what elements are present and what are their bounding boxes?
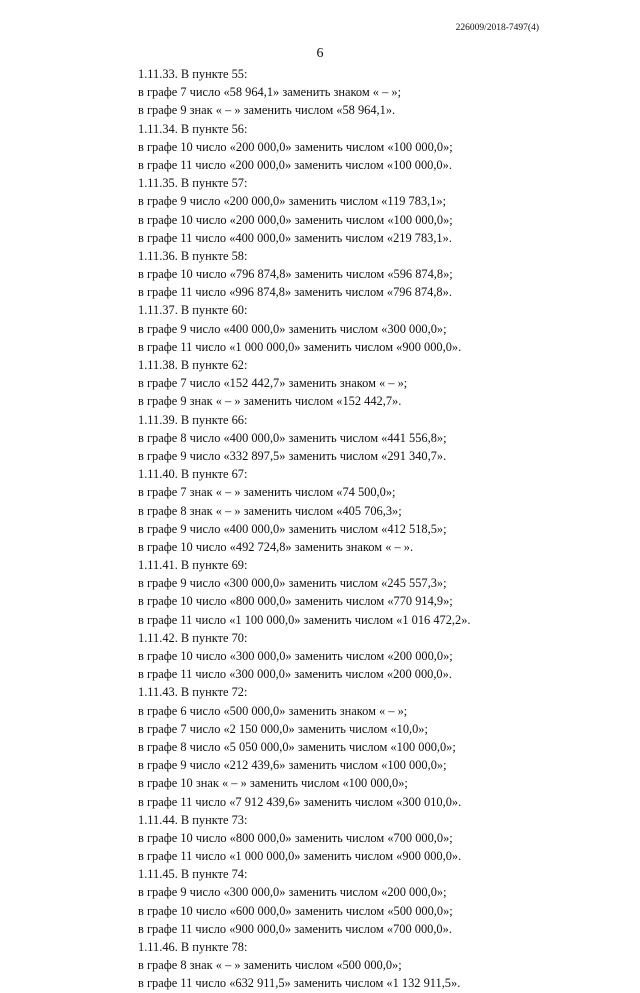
clause-instruction: в графе 8 число «400 000,0» заменить числом «441 556,8»; bbox=[138, 430, 447, 445]
clause-instruction: в графе 9 число «200 000,0» заменить числом «119 783,1»; bbox=[138, 194, 447, 209]
clause-instruction: в графе 11 число «1 100 000,0» заменить числом «1 016 472,2». bbox=[138, 612, 471, 627]
clause-heading: 1.11.37. В пункте 60: bbox=[138, 303, 248, 318]
clause-instruction: в графе 8 знак « – » заменить числом «500 000,0»; bbox=[138, 958, 402, 973]
clause-heading: 1.11.40. В пункте 67: bbox=[138, 467, 248, 482]
clause-heading: 1.11.45. В пункте 74: bbox=[138, 867, 248, 882]
clause-instruction: в графе 10 число «200 000,0» заменить числом «100 000,0»; bbox=[138, 212, 453, 227]
clause-instruction: в графе 6 число «500 000,0» заменить знаком « – »; bbox=[138, 703, 408, 718]
clause-instruction: в графе 11 число «400 000,0» заменить числом «219 783,1». bbox=[138, 230, 452, 245]
clause-instruction: в графе 10 знак « – » заменить числом «100 000,0»; bbox=[138, 776, 408, 791]
clause-instruction: в графе 11 число «1 000 000,0» заменить числом «900 000,0». bbox=[138, 849, 462, 864]
clause-instruction: в графе 7 число «2 150 000,0» заменить числом «10,0»; bbox=[138, 721, 428, 736]
clause-instruction: в графе 7 число «58 964,1» заменить знаком « – »; bbox=[138, 85, 402, 100]
clause-instruction: в графе 9 знак « – » заменить числом «58 964,1». bbox=[138, 103, 396, 118]
clause-instruction: в графе 9 знак « – » заменить числом «152 442,7». bbox=[138, 394, 402, 409]
clause-instruction: в графе 11 число «1 000 000,0» заменить числом «900 000,0». bbox=[138, 339, 462, 354]
clause-instruction: в графе 10 число «300 000,0» заменить числом «200 000,0»; bbox=[138, 649, 453, 663]
clause-heading: 1.11.39. В пункте 66: bbox=[138, 412, 248, 427]
clause-instruction: в графе 10 число «492 724,8» заменить знаком « – ». bbox=[138, 539, 414, 554]
clause-heading: 1.11.33. В пункте 55: bbox=[138, 67, 248, 81]
clause-instruction: в графе 9 число «400 000,0» заменить числом «412 518,5»; bbox=[138, 521, 447, 536]
clause-instruction: в графе 10 число «800 000,0» заменить числом «770 914,9»; bbox=[138, 594, 453, 609]
clause-instruction: в графе 11 число «300 000,0» заменить числом «200 000,0». bbox=[138, 667, 452, 682]
clause-instruction: в графе 8 число «5 050 000,0» заменить числом «100 000,0»; bbox=[138, 739, 456, 754]
clause-instruction: в графе 10 число «800 000,0» заменить числом «700 000,0»; bbox=[138, 830, 453, 845]
clause-instruction: в графе 7 знак « – » заменить числом «74 500,0»; bbox=[138, 485, 396, 500]
clause-instruction: в графе 11 число «7 912 439,6» заменить числом «300 010,0». bbox=[138, 794, 462, 809]
clause-heading: 1.11.34. В пункте 56: bbox=[138, 121, 248, 136]
clause-instruction: в графе 10 число «796 874,8» заменить числом «596 874,8»; bbox=[138, 267, 453, 282]
clause-instruction: в графе 9 число «400 000,0» заменить числом «300 000,0»; bbox=[138, 321, 447, 336]
clause-instruction: в графе 8 знак « – » заменить числом «405 706,3»; bbox=[138, 503, 402, 518]
clause-instruction: в графе 10 число «200 000,0» заменить числом «100 000,0»; bbox=[138, 139, 453, 154]
clause-heading: 1.11.38. В пункте 62: bbox=[138, 358, 248, 372]
clause-instruction: в графе 9 число «300 000,0» заменить числом «200 000,0»; bbox=[138, 885, 447, 900]
document-body bbox=[138, 65, 558, 993]
clause-heading: 1.11.41. В пункте 69: bbox=[138, 558, 248, 573]
clause-instruction: в графе 11 число «200 000,0» заменить числом «100 000,0». bbox=[138, 157, 452, 172]
clause-instruction: в графе 11 число «900 000,0» заменить числом «700 000,0». bbox=[138, 921, 452, 936]
document-id: 226009/2018-7497(4) bbox=[455, 23, 539, 33]
clause-heading: 1.11.42. В пункте 70: bbox=[138, 630, 248, 645]
clause-instruction: в графе 9 число «332 897,5» заменить числом «291 340,7». bbox=[138, 448, 447, 463]
clause-instruction: в графе 9 число «300 000,0» заменить числом «245 557,3»; bbox=[138, 576, 447, 591]
clause-instruction: в графе 11 число «632 911,5» заменить числом «1 132 911,5». bbox=[138, 976, 461, 991]
clause-heading: 1.11.35. В пункте 57: bbox=[138, 176, 248, 191]
clause-heading: 1.11.44. В пункте 73: bbox=[138, 812, 248, 827]
clause-heading: 1.11.43. В пункте 72: bbox=[138, 685, 248, 700]
clause-instruction: в графе 11 число «996 874,8» заменить числом «796 874,8». bbox=[138, 285, 452, 300]
clause-instruction: в графе 9 число «212 439,6» заменить числом «100 000,0»; bbox=[138, 758, 447, 773]
clause-heading: 1.11.36. В пункте 58: bbox=[138, 248, 248, 263]
clause-heading: 1.11.46. В пункте 78: bbox=[138, 940, 248, 954]
clause-instruction: в графе 10 число «600 000,0» заменить числом «500 000,0»; bbox=[138, 903, 453, 918]
clause-instruction: в графе 7 число «152 442,7» заменить знаком « – »; bbox=[138, 376, 408, 391]
page-number: 6 bbox=[316, 46, 324, 61]
